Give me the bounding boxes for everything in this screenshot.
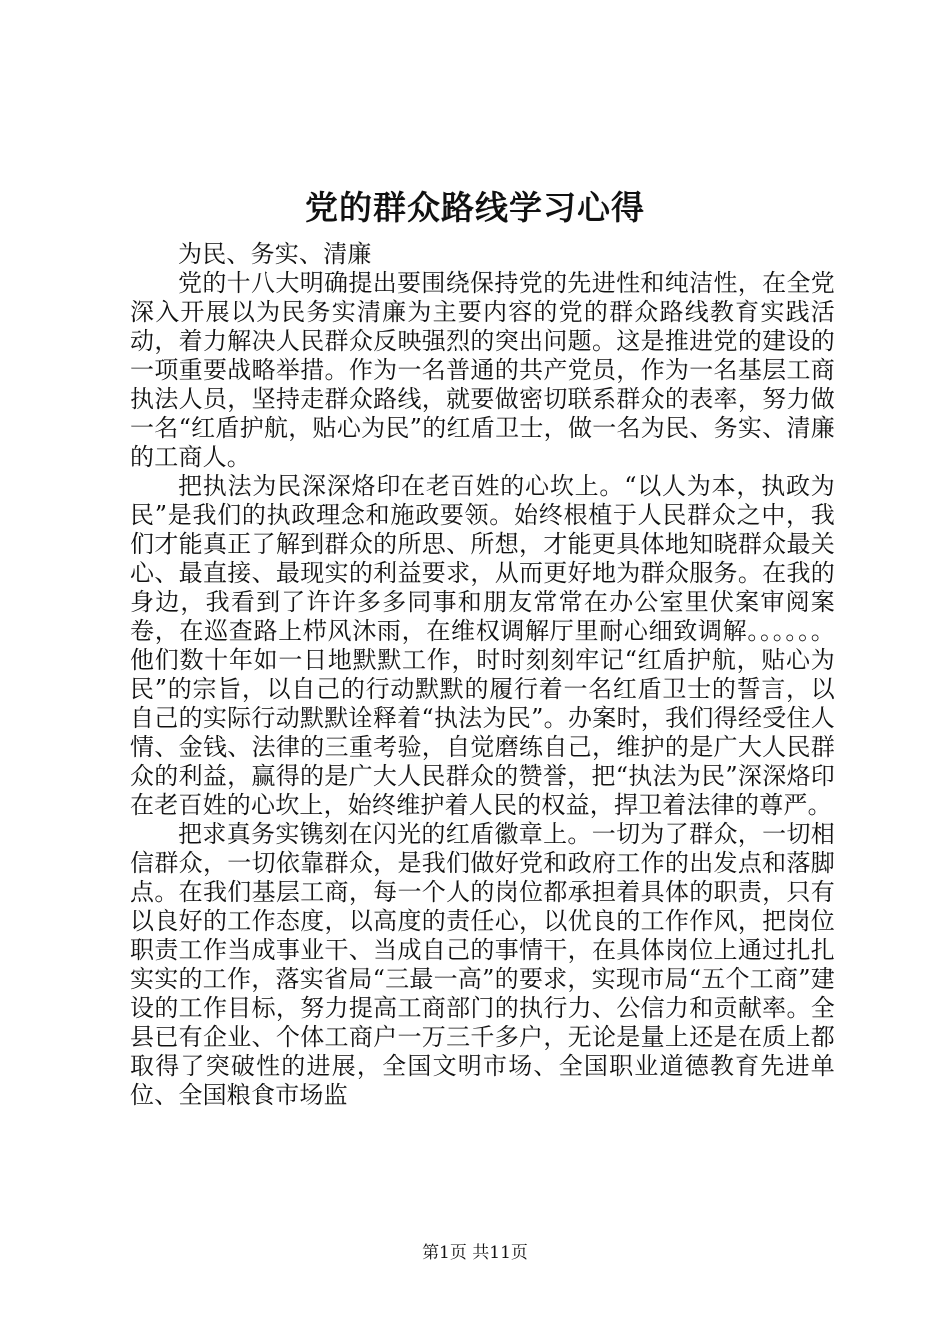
paragraph-1: 党的十八大明确提出要围绕保持党的先进性和纯洁性，在全党深入开展以为民务实清廉为主要内容的党的群众路线教育实践活动，着力解决人民群众反映强烈的突出问题。这是推进党的建设的一项重要战略举措。作为一名普通的共产党员，作为一名基层工商执法人员，坚持走群众路线，就要做密切联系群众的表率，努力做一名“红盾护航，贴心为民”的红盾卫士，做一名为民、务实、清廉的工商人。 [130,269,835,471]
paragraph-2: 把执法为民深深烙印在老百姓的心坎上。“以人为本，执政为民”是我们的执政理念和施政要领。始终根植于人民群众之中，我们才能真正了解到群众的所思、所想，才能更具体地知晓群众最关心、最直接、最现实的利益要求，从而更好地为群众服务。在我的身边，我看到了许许多多同事和朋友常常在办公室里伏案审阅案卷，在巡查路上栉风沐雨，在维权调解厅里耐心细致调解。。。。。。他们数十年如一日地默默工作，时时刻刻牢记“红盾护航，贴心为民”的宗旨，以自己的行动默默的履行着一名红盾卫士的誓言，以自己的实际行动默默诠释着“执法为民”。办案时，我们得经受住人情、金钱、法律的三重考验，自觉磨练自己，维护的是广大人民群众的利益，赢得的是广大人民群众的赞誉，把“执法为民”深深烙印在老百姓的心坎上，始终维护着人民的权益，捍卫着法律的尊严。 [130,472,835,819]
document-body [130,240,835,1110]
document-title: 党的群众路线学习心得 [305,188,645,227]
page-number-footer: 第1页 共11页 [422,1243,528,1263]
document-subtitle: 为民、务实、清廉 [178,240,372,268]
paragraph-3: 把求真务实镌刻在闪光的红盾徽章上。一切为了群众，一切相信群众，一切依靠群众，是我们做好党和政府工作的出发点和落脚点。在我们基层工商，每一个人的岗位都承担着具体的职责，只有以良好的工作态度，以高度的责任心，以优良的工作作风，把岗位职责工作当成事业干、当成自己的事情干，在具体岗位上通过扎扎实实的工作，落实省局“三最一高”的要求，实现市局“五个工商”建设的工作目标，努力提高工商部门的执行力、公信力和贡献率。全县已有企业、个体工商户一万三千多户，无论是量上还是在质上都取得了突破性的进展，全国文明市场、全国职业道德教育先进单位、全国粮食市场监 [130,820,835,1109]
